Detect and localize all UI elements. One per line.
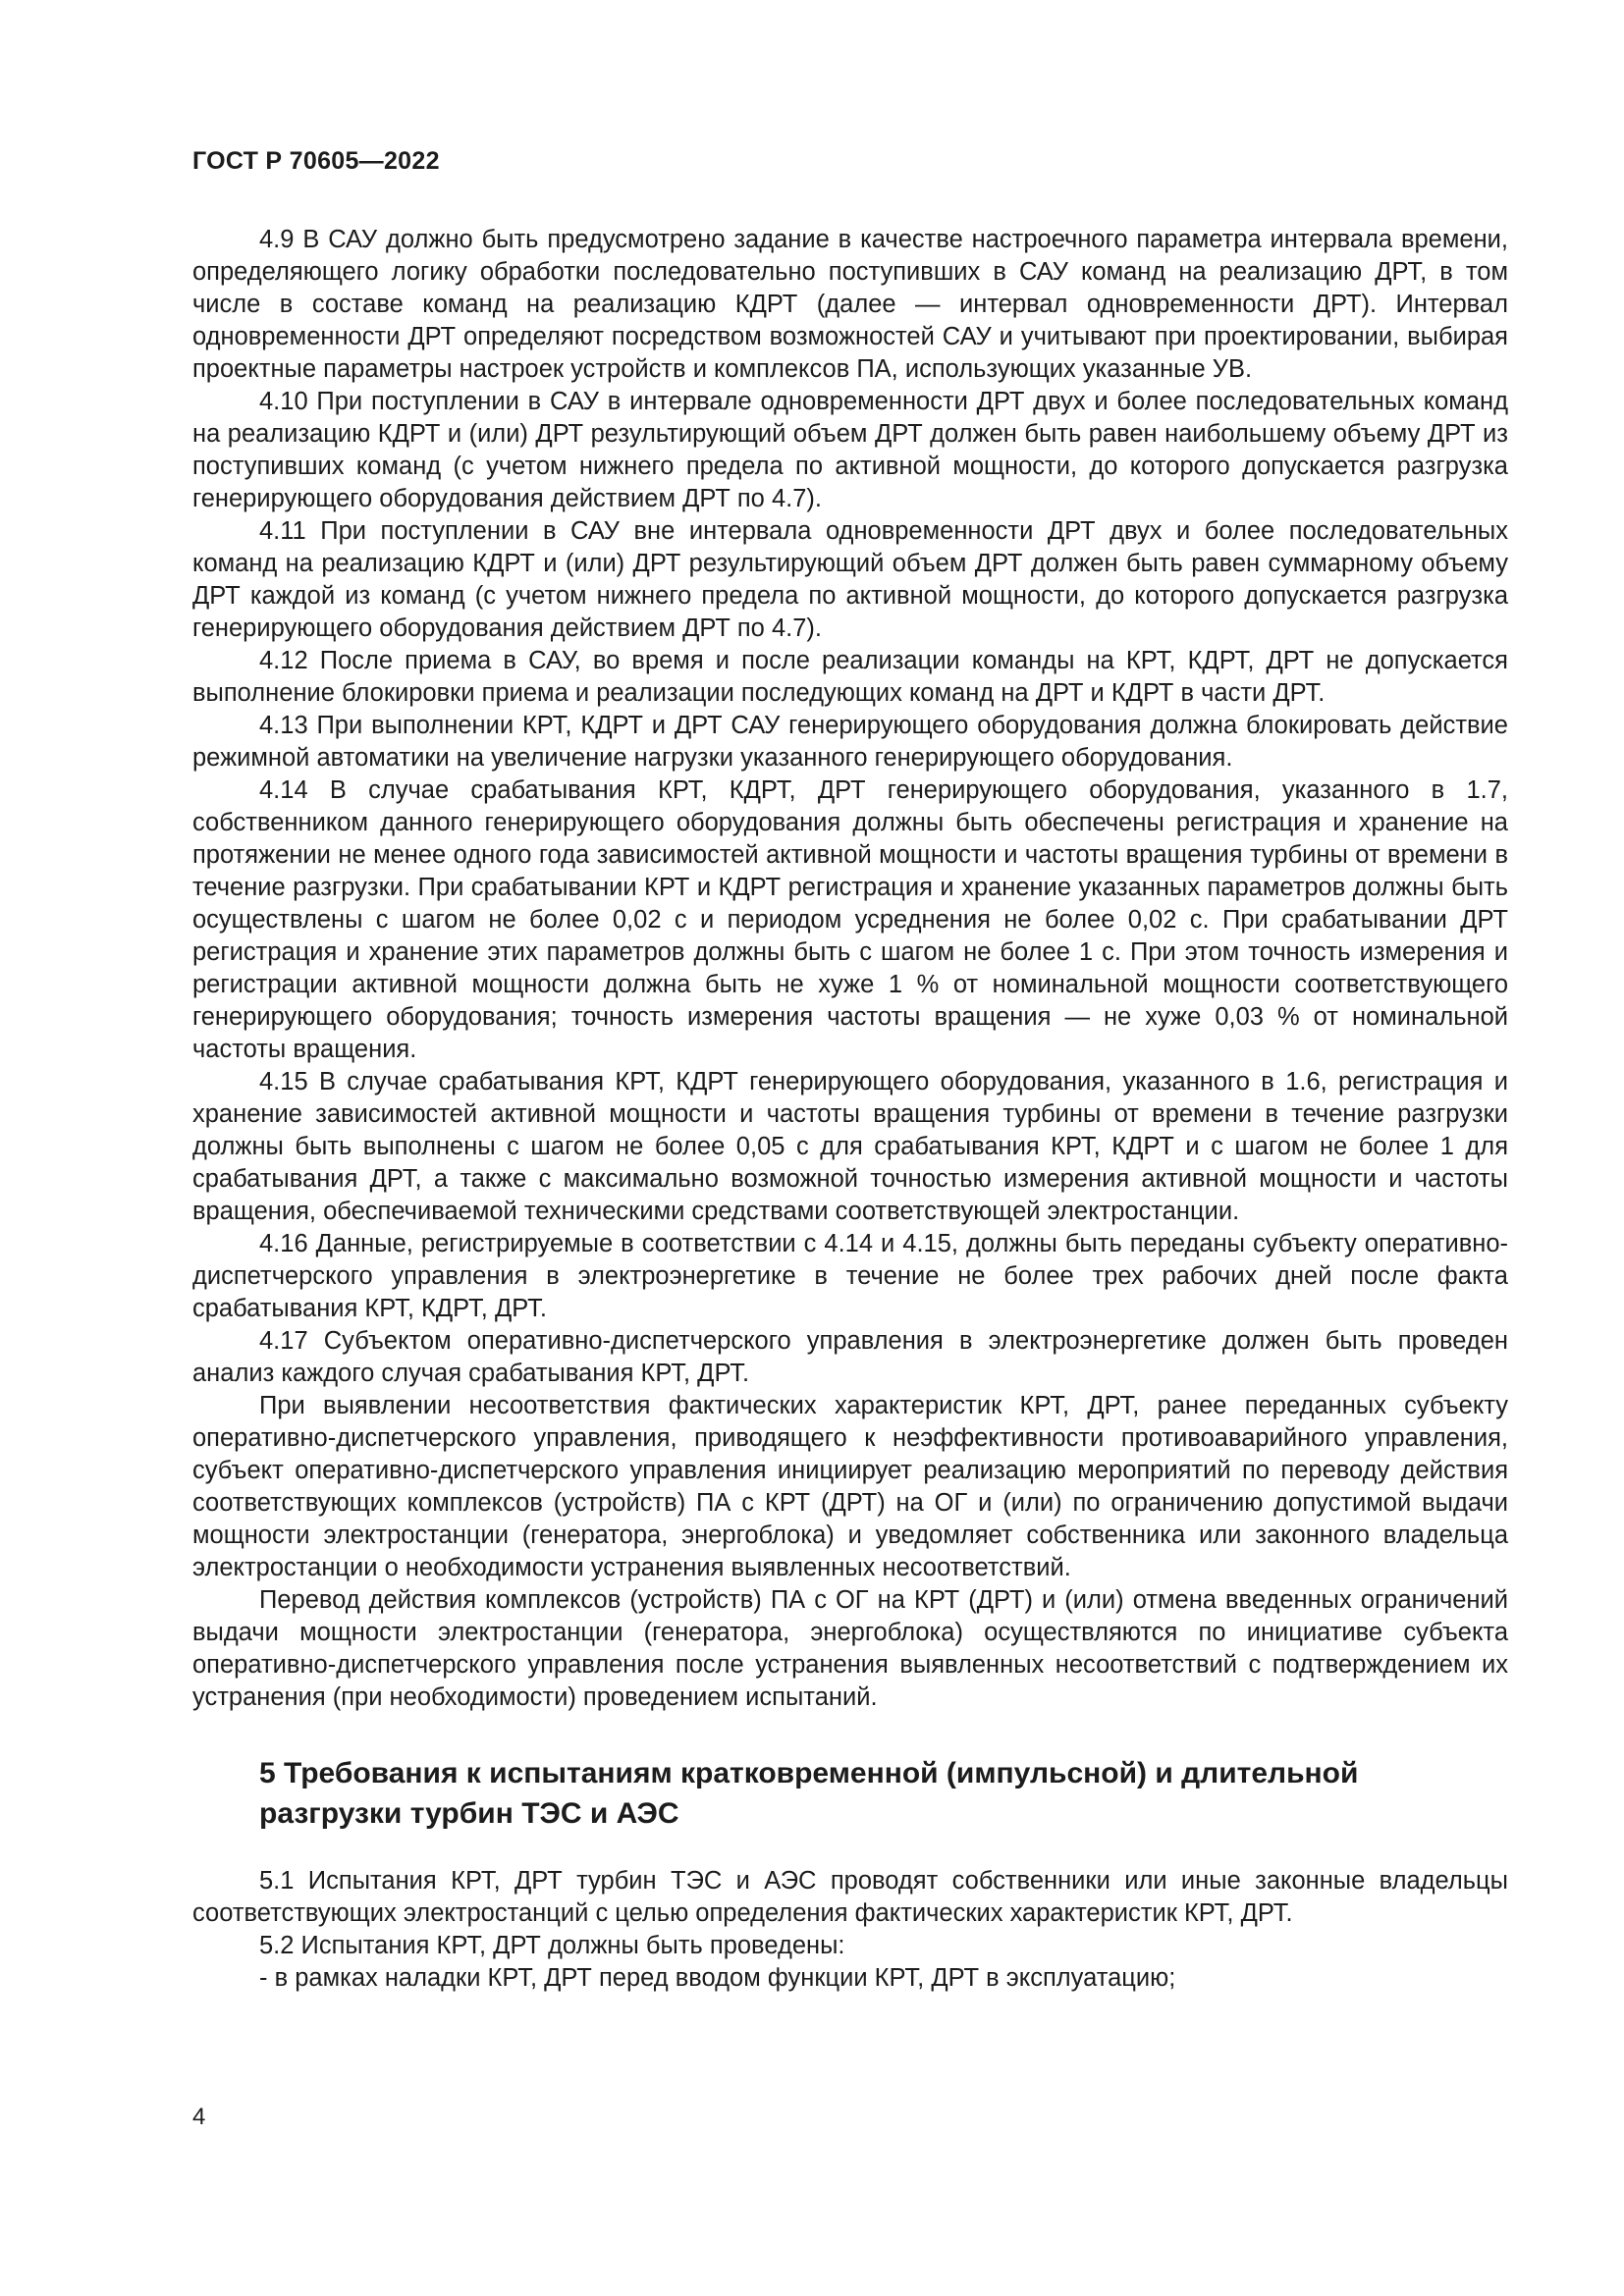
paragraph-4-17-nonconformity: При выявлении несоответствия фактических характеристик КРТ, ДРТ, ранее переданных субъекту оперативно-диспетчерского управления, приводящего к неэффективности противоаварийного управления, субъект оперативно-диспетчерского управления инициирует реализацию мероприятий по переводу действия соответствующих комплексов (устройств) ПА с КРТ (ДРТ) на ОГ и (или) по ограничению допустимой выдачи мощности электростанции (генератора, энергоблока) и уведомляет собственника или законного владельца электростанции о необходимости устранения выявленных несоответствий. <box>192 1392 1508 1581</box>
paragraph-4-12: 4.12 После приема в САУ, во время и после реализации команды на КРТ, КДРТ, ДРТ не допускается выполнение блокировки приема и реализации последующих команд на ДРТ и КДРТ в части ДРТ. <box>192 647 1508 707</box>
paragraph-4-10: 4.10 При поступлении в САУ в интервале одновременности ДРТ двух и более последовательных команд на реализацию КДРТ и (или) ДРТ результирующий объем ДРТ должен быть равен наибольшему объему ДРТ из поступивших команд (с учетом нижнего предела по активной мощности, до которого допускается разгрузка генерирующего оборудования действием ДРТ по 4.7). <box>192 388 1508 512</box>
paragraph-4-11: 4.11 При поступлении в САУ вне интервала одновременности ДРТ двух и более последовательных команд на реализацию КДРТ и (или) ДРТ результирующий объем ДРТ должен быть равен суммарному объему ДРТ каждой из команд (с учетом нижнего предела по активной мощности, до которого допускается разгрузка генерирующего оборудования действием ДРТ по 4.7). <box>192 517 1508 642</box>
document-header: ГОСТ Р 70605—2022 <box>192 147 440 175</box>
paragraph-4-13: 4.13 При выполнении КРТ, КДРТ и ДРТ САУ генерирующего оборудования должна блокировать действие режимной автоматики на увеличение нагрузки указанного генерирующего оборудования. <box>192 712 1508 772</box>
paragraph-4-16: 4.16 Данные, регистрируемые в соответствии с 4.14 и 4.15, должны быть переданы субъекту оперативно-диспетчерского управления в электроэнергетике в течение не более трех рабочих дней после факта срабатывания КРТ, КДРТ, ДРТ. <box>192 1230 1508 1322</box>
paragraph-4-17: 4.17 Субъектом оперативно-диспетчерского управления в электроэнергетике должен быть проведен анализ каждого случая срабатывания КРТ, ДРТ. <box>192 1327 1508 1387</box>
paragraph-5-2: 5.2 Испытания КРТ, ДРТ должны быть проведены: <box>259 1932 845 1959</box>
section-5-title: 5 Требования к испытаниям кратковременной (импульсной) и длительной разгрузки турбин ТЭС и АЭС <box>259 1757 1359 1830</box>
paragraph-4-17-transfer: Перевод действия комплексов (устройств) ПА с ОГ на КРТ (ДРТ) и (или) отмена введенных ограничений выдачи мощности электростанции (генератора, энергоблока) осуществляются по инициативе субъекта оперативно-диспетчерского управления после устранения выявленных несоответствий с подтверждением их устранения (при необходимости) проведением испытаний. <box>192 1586 1508 1711</box>
paragraph-5-1: 5.1 Испытания КРТ, ДРТ турбин ТЭС и АЭС проводят собственники или иные законные владельцы соответствующих электростанций с целью определения фактических характеристик КРТ, ДРТ. <box>192 1867 1508 1927</box>
list-item: - в рамках наладки КРТ, ДРТ перед вводом функции КРТ, ДРТ в эксплуатацию; <box>259 1964 1176 1992</box>
paragraph-4-9: 4.9 В САУ должно быть предусмотрено задание в качестве настроечного параметра интервала времени, определяющего логику обработки последовательно поступивших в САУ команд на реализацию ДРТ, в том числе в составе команд на реализацию КДРТ (далее — интервал одновременности ДРТ). Интервал одновременности ДРТ определяют посредством возможностей САУ и учитывают при проектировании, выбирая проектные параметры настроек устройств и комплексов ПА, использующих указанные УВ. <box>192 226 1508 383</box>
paragraph-4-14: 4.14 В случае срабатывания КРТ, КДРТ, ДРТ генерирующего оборудования, указанного в 1.7, собственником данного генерирующего оборудования должны быть обеспечены регистрация и хранение на протяжении не менее одного года зависимостей активной мощности и частоты вращения турбины от времени в течение разгрузки. При срабатывании КРТ и КДРТ регистрация и хранение указанных параметров должны быть осуществлены с шагом не более 0,02 с и периодом усреднения не более 0,02 с. При срабатывании ДРТ регистрация и хранение этих параметров должны быть с шагом не более 1 с. При этом точность измерения и регистрации активной мощности должна быть не хуже 1 % от номинальной мощности соответствующего генерирующего оборудования; точность измерения частоты вращения — не хуже 0,03 % от номинальной частоты вращения. <box>192 776 1508 1063</box>
document-body <box>192 224 1508 1995</box>
page-number: 4 <box>192 2104 206 2130</box>
paragraph-4-15: 4.15 В случае срабатывания КРТ, КДРТ генерирующего оборудования, указанного в 1.6, регистрация и хранение зависимостей активной мощности и частоты вращения турбины от времени в течение разгрузки должны быть выполнены с шагом не более 0,05 с для срабатывания КРТ, КДРТ и с шагом не более 1 для срабатывания ДРТ, а также с максимально возможной точностью измерения активной мощности и частоты вращения, обеспечиваемой техническими средствами соответствующей электростанции. <box>192 1068 1508 1225</box>
